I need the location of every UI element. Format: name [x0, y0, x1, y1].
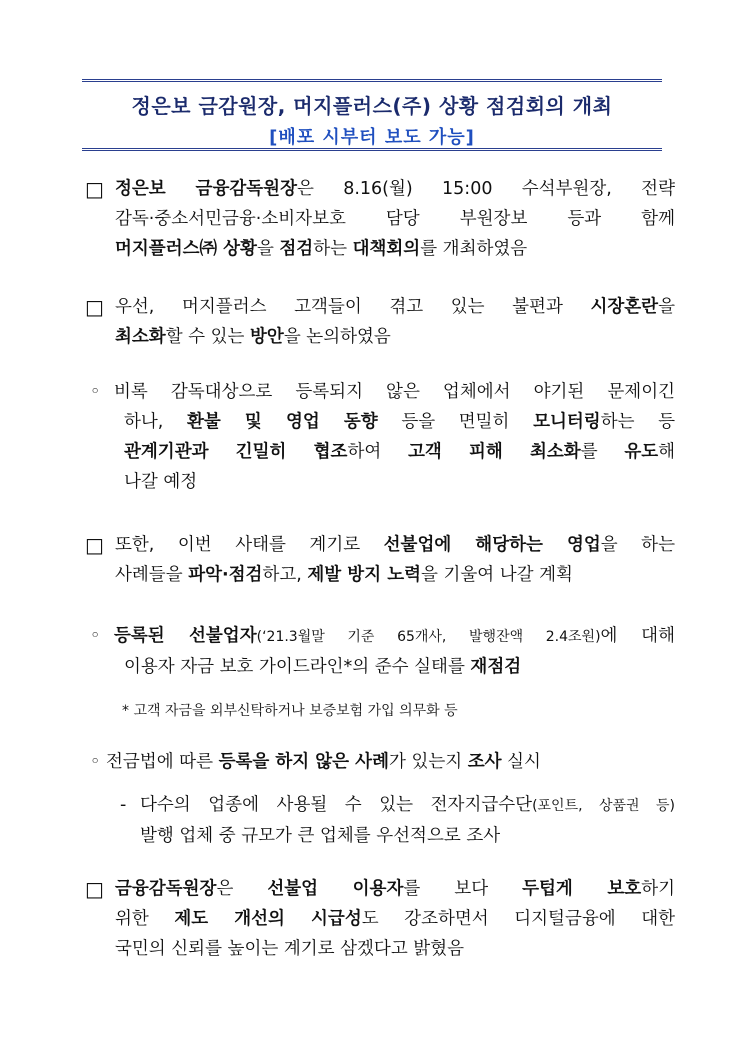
- text-line: 금융감독원장은 선불업 이용자를 보다 두텁게 보호하기: [115, 879, 676, 899]
- text-line: 사례들을 파악·점검하고, 제발 방지 노력을 기울여 나갈 계획: [115, 565, 573, 585]
- circle-bullet-icon: ◦: [90, 626, 101, 646]
- text-line: 감독·중소서민금융·소비자보호 담당 부원장보 등과 함께: [115, 209, 675, 229]
- text-line: 국민의 신뢰를 높이는 계기로 삼겠다고 밝혔음: [115, 939, 465, 959]
- text-line: 위한 제도 개선의 시급성도 강조하면서 디지털금융에 대한: [115, 909, 676, 929]
- text-line: 우선, 머지플러스 고객들이 겪고 있는 불편과 시장혼란을: [115, 297, 675, 317]
- text-line: 나갈 예정: [124, 472, 198, 492]
- text-line: 비록 감독대상으로 등록되지 않은 업체에서 야기된 문제이긴: [114, 382, 675, 402]
- page-title: 정은보 금감원장, 머지플러스(주) 상황 점검회의 개최: [131, 94, 613, 118]
- square-bullet-icon: □: [85, 177, 104, 201]
- circle-bullet-icon: ◦: [90, 752, 101, 772]
- text-line: 전금법에 따른 등록을 하지 않은 사례가 있는지 조사 실시: [106, 752, 541, 772]
- square-bullet-icon: □: [85, 877, 104, 901]
- title-box: [82, 79, 662, 151]
- paragraph-2: [85, 292, 675, 352]
- text-line: 최소화할 수 있는 방안을 논의하였음: [115, 327, 391, 347]
- square-bullet-icon: □: [85, 295, 104, 319]
- paragraph-3-sub-a: [90, 621, 675, 682]
- text-line: 발행 업체 중 규모가 큰 업체를 우선적으로 조사: [140, 826, 501, 846]
- text-line: 관계기관과 긴밀히 협조하여 고객 피해 최소화를 유도해: [124, 442, 676, 462]
- paragraph-4: [85, 874, 675, 964]
- text-line: 하나, 환불 및 영업 동향 등을 면밀히 모니터링하는 등: [124, 412, 676, 432]
- paragraph-3-sub-b: [90, 747, 675, 777]
- text-line: 정은보 금융감독원장은 8.16(월) 15:00 수석부원장, 전략: [115, 179, 675, 199]
- release-notice: [배포 시부터 보도 가능]: [269, 127, 475, 148]
- text-line: 다수의 업종에 사용될 수 있는 전자지급수단(포인트, 상품권 등): [140, 795, 675, 815]
- paragraph-2-sub: [90, 377, 675, 497]
- circle-bullet-icon: ◦: [90, 382, 101, 402]
- footnote: * 고객 자금을 외부신탁하거나 보증보험 가입 의무화 등: [122, 703, 458, 719]
- square-bullet-icon: □: [85, 533, 104, 557]
- text-line: 등록된 선불업자(‘21.3월말 기준 65개사, 발행잔액 2.4조원)에 대해: [114, 626, 675, 646]
- paragraph-1: [85, 174, 675, 264]
- text-line: 머지플러스㈜ 상황을 점검하는 대책회의를 개최하였음: [115, 239, 528, 259]
- text-line: 이용자 자금 보호 가이드라인*의 준수 실태를 재점검: [124, 657, 522, 677]
- paragraph-3: [85, 530, 675, 590]
- paragraph-3-sub-b-detail: [120, 790, 675, 851]
- text-line: 또한, 이번 사태를 계기로 선불업에 해당하는 영업을 하는: [115, 535, 675, 555]
- dash-bullet-icon: -: [120, 795, 127, 815]
